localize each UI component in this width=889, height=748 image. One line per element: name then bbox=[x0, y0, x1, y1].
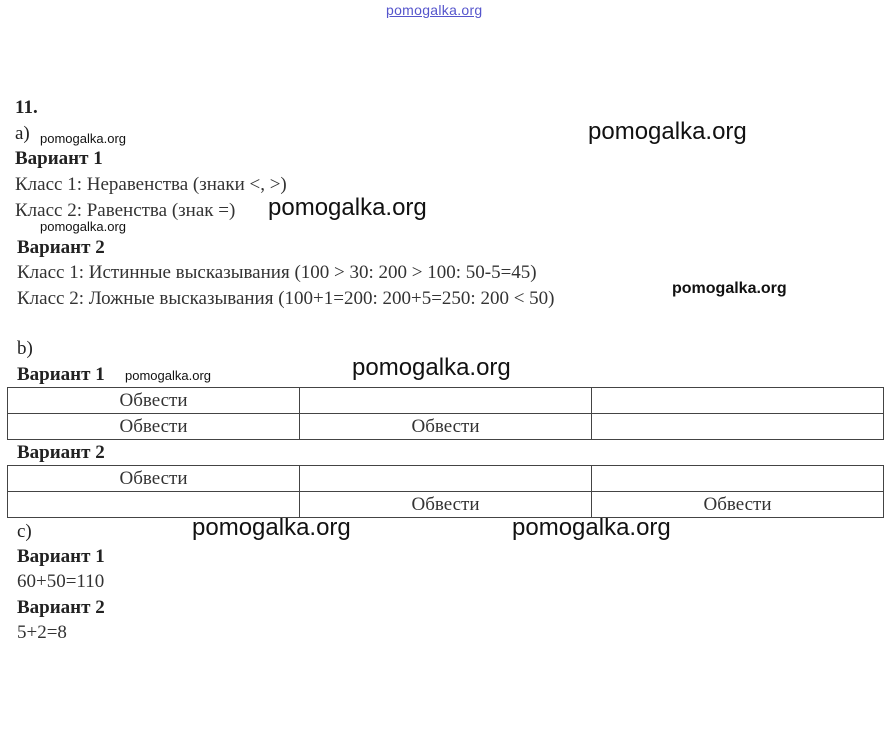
table-cell bbox=[592, 414, 884, 440]
part-c-variant2-answer: 5+2=8 bbox=[17, 622, 67, 643]
watermark: pomogalka.org bbox=[352, 354, 511, 381]
table-cell: Обвести bbox=[300, 492, 592, 518]
part-a-variant2-line1: Класс 1: Истинные высказывания (100 > 30: 200 > 100: 50-5=45) bbox=[17, 262, 537, 283]
part-c-variant1-title: Вариант 1 bbox=[17, 546, 105, 567]
part-b-variant2-title: Вариант 2 bbox=[17, 442, 105, 463]
watermark: pomogalka.org bbox=[268, 194, 427, 221]
exercise-number: 11. bbox=[15, 97, 38, 118]
watermark: pomogalka.org bbox=[512, 514, 671, 541]
part-a-label: a) bbox=[15, 123, 30, 144]
watermark: pomogalka.org bbox=[40, 131, 126, 146]
table-row bbox=[8, 388, 884, 414]
watermark: pomogalka.org bbox=[125, 368, 211, 383]
watermark: pomogalka.org bbox=[192, 514, 351, 541]
part-a-variant2-line2: Класс 2: Ложные высказывания (100+1=200: 200+5=250: 200 < 50) bbox=[17, 288, 555, 309]
part-c-label: c) bbox=[17, 521, 32, 542]
part-a-variant1-line2: Класс 2: Равенства (знак =) bbox=[15, 200, 236, 221]
table-row bbox=[8, 414, 884, 440]
table-row bbox=[8, 492, 884, 518]
table-cell: Обвести bbox=[300, 414, 592, 440]
table-cell bbox=[300, 466, 592, 492]
table-cell: Обвести bbox=[8, 388, 300, 414]
watermark: pomogalka.org bbox=[672, 280, 787, 297]
watermark-top: pomogalka.org bbox=[386, 2, 483, 18]
part-a-variant1-line1: Класс 1: Неравенства (знаки <, >) bbox=[15, 174, 287, 195]
part-b-variant1-table bbox=[7, 387, 884, 440]
table-cell bbox=[8, 492, 300, 518]
table-cell bbox=[592, 466, 884, 492]
part-b-label: b) bbox=[17, 338, 33, 359]
table-cell: Обвести bbox=[592, 492, 884, 518]
part-c-variant2-title: Вариант 2 bbox=[17, 597, 105, 618]
table-cell: Обвести bbox=[8, 466, 300, 492]
table-cell: Обвести bbox=[8, 414, 300, 440]
part-b-variant2-table bbox=[7, 465, 884, 518]
table-cell bbox=[300, 388, 592, 414]
table-row bbox=[8, 466, 884, 492]
part-a-variant1-title: Вариант 1 bbox=[15, 148, 103, 169]
table-cell bbox=[592, 388, 884, 414]
part-b-variant1-title: Вариант 1 bbox=[17, 364, 105, 385]
part-a-variant2-title: Вариант 2 bbox=[17, 237, 105, 258]
watermark: pomogalka.org bbox=[40, 219, 126, 234]
watermark: pomogalka.org bbox=[588, 118, 747, 145]
part-c-variant1-answer: 60+50=110 bbox=[17, 571, 105, 592]
